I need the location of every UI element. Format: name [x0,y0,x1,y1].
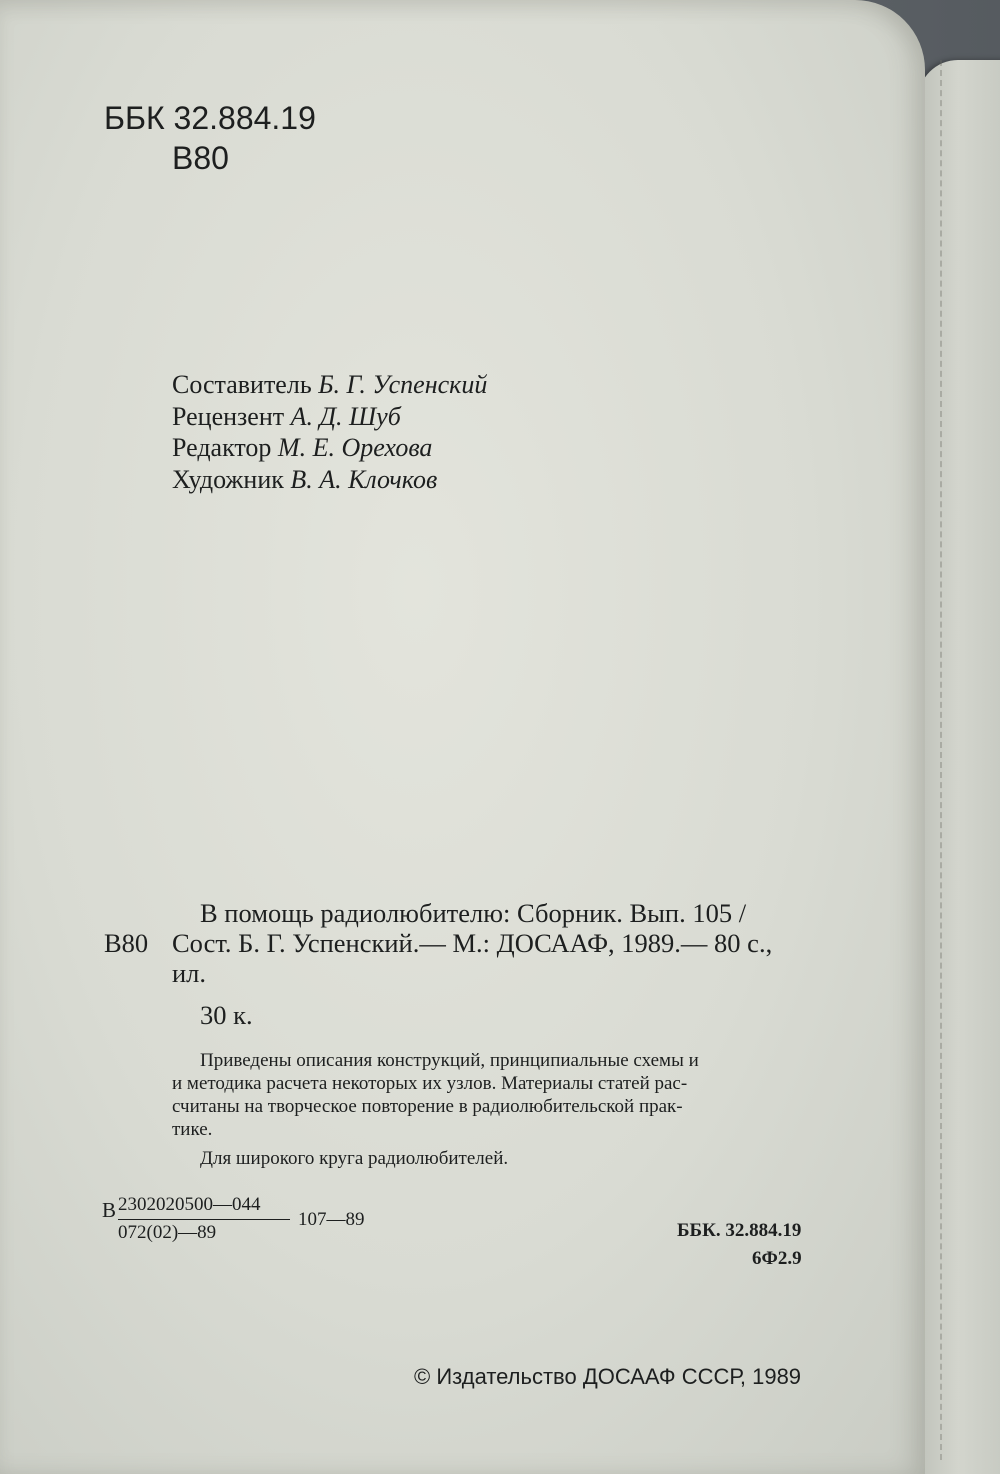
entry-publication-details: Сост. Б. Г. Успенский.— М.: ДОСААФ, 1989.— 80 с., [172,928,773,958]
annotation-line: считаны на творческое повторение в радиолюбительской прак- [172,1096,683,1117]
catalog-code-numerator: 2302020500—044 [118,1194,261,1215]
entry-title: В помощь радиолюбителю: Сборник. Вып. 105 / [200,898,747,928]
copyright-notice: © Издательство ДОСААФ СССР, 1989 [414,1364,802,1389]
bbk-classification-bottom: ББК. 32.884.19 [677,1220,802,1241]
annotation-line: тике. [172,1119,213,1140]
fraction-bar [118,1219,290,1220]
adjacent-page-edge [918,60,1000,1474]
credit-compiler [172,370,487,400]
annotation-line: и методика расчета некоторых их узлов. Материалы статей рас- [172,1073,688,1094]
catalog-code-prefix: В [102,1198,117,1222]
credit-name: М. Е. Орехова [277,433,433,462]
annotation-line: Приведены описания конструкций, принципиальные схемы и [200,1050,699,1071]
credit-role: Составитель [172,370,312,399]
author-code-top: В80 [172,140,229,176]
price: 30 к. [200,1000,253,1030]
credit-role: Художник [172,465,284,494]
entry-author-code: В80 [104,928,149,958]
credit-name: Б. Г. Успенский [318,370,488,399]
annotation-audience: Для широкого круга радиолюбителей. [200,1148,509,1169]
credit-reviewer [172,402,401,432]
credit-name: А. Д. Шуб [290,402,401,431]
catalog-code-suffix: 107—89 [298,1209,365,1230]
binding-stitch [940,60,944,1460]
credit-artist [172,465,437,495]
credit-name: В. А. Клочков [290,465,438,494]
subject-code-bottom: 6Ф2.9 [752,1248,802,1269]
entry-illustrations: ил. [172,958,207,988]
catalog-code-denominator: 072(02)—89 [118,1222,217,1243]
credit-role: Рецензент [172,402,285,431]
bbk-classification-top: ББК 32.884.19 [104,100,316,136]
credit-editor [172,433,432,463]
credit-role: Редактор [172,433,272,462]
